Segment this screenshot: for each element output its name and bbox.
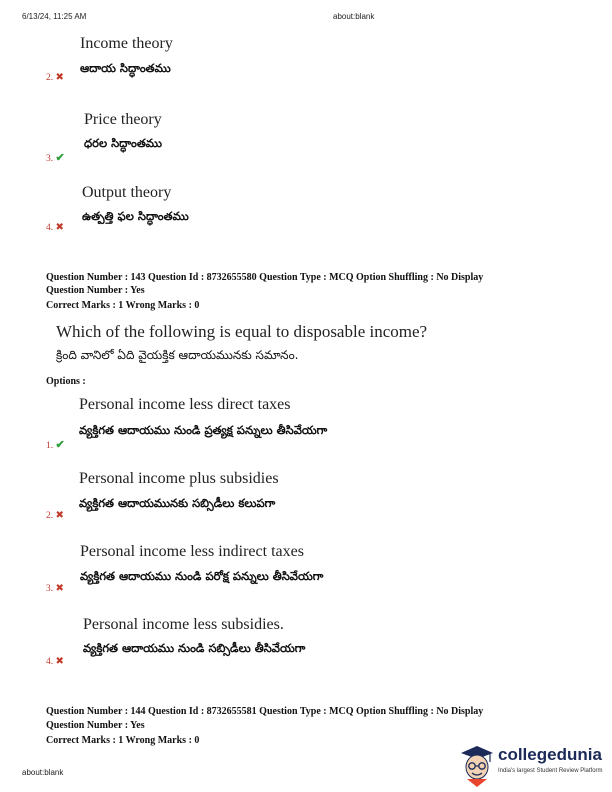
option-telugu: వ్యక్తిగత ఆదాయమునకు సబ్సిడీలు కలుపగా <box>79 496 276 510</box>
correct-check-icon: ✔ <box>55 152 65 164</box>
print-footer-url: about:blank <box>22 768 64 777</box>
option-number: 1. ✔ <box>46 439 65 451</box>
student-mascot-icon <box>458 743 496 787</box>
option-telugu: ఆదాయ సిద్ధాంతము <box>80 61 171 75</box>
question-meta-line: Question Number : 144 Question Id : 8732655581 Question Type : MCQ Option Shuffling : No Display <box>46 706 484 717</box>
option-telugu: ధరల సిద్ధాంతము <box>84 136 162 150</box>
option-english: Output theory <box>82 184 172 201</box>
option-number: 3. ✖ <box>46 583 64 594</box>
correct-check-icon: ✔ <box>55 439 65 451</box>
wrong-mark-icon: ✖ <box>55 583 64 594</box>
option-english: Income theory <box>80 35 173 52</box>
option-english: Personal income less indirect taxes <box>80 543 304 560</box>
option-english: Personal income less subsidies. <box>83 616 284 633</box>
options-label: Options : <box>46 376 86 387</box>
logo-wordmark: collegedunia <box>498 745 602 764</box>
wrong-mark-icon: ✖ <box>55 72 64 83</box>
option-telugu: వ్యక్తిగత ఆదాయము నుండి సబ్సిడీలు తీసివేయగా <box>83 641 306 655</box>
question-meta-line: Question Number : Yes <box>46 285 145 296</box>
option-english: Personal income less direct taxes <box>79 396 291 413</box>
print-page-title: about:blank <box>333 12 375 21</box>
question-marks: Correct Marks : 1 Wrong Marks : 0 <box>46 735 200 746</box>
wrong-mark-icon: ✖ <box>55 222 64 233</box>
logo-tagline: India's largest Student Review Platform <box>498 768 603 774</box>
option-english: Personal income plus subsidies <box>79 470 279 487</box>
option-number: 2. ✖ <box>46 72 64 83</box>
option-telugu: వ్యక్తిగత ఆదాయము నుండి ప్రత్యక్ష పన్నులు తీసివేయగా <box>79 423 328 437</box>
print-datetime: 6/13/24, 11:25 AM <box>22 12 87 21</box>
question-text-telugu: క్రింది వానిలో ఏది వైయక్తిక ఆదాయమునకు సమానం. <box>56 348 299 362</box>
question-meta-line: Question Number : 143 Question Id : 8732655580 Question Type : MCQ Option Shuffling : No Display <box>46 272 484 283</box>
option-number: 3. ✔ <box>46 152 65 164</box>
option-english: Price theory <box>84 111 162 128</box>
option-number: 4. ✖ <box>46 222 64 233</box>
question-meta-line: Question Number : Yes <box>46 720 145 731</box>
question-marks: Correct Marks : 1 Wrong Marks : 0 <box>46 300 200 311</box>
option-number: 2. ✖ <box>46 510 64 521</box>
option-number: 4. ✖ <box>46 656 64 667</box>
collegedunia-logo <box>458 743 608 789</box>
option-telugu: వ్యక్తిగత ఆదాయము నుండి పరోక్ష పన్నులు తీసివేయగా <box>80 569 324 583</box>
question-text-english: Which of the following is equal to disposable income? <box>56 322 428 341</box>
option-telugu: ఉత్పత్తి ఫల సిద్ధాంతము <box>82 209 189 223</box>
wrong-mark-icon: ✖ <box>55 510 64 521</box>
wrong-mark-icon: ✖ <box>55 656 64 667</box>
